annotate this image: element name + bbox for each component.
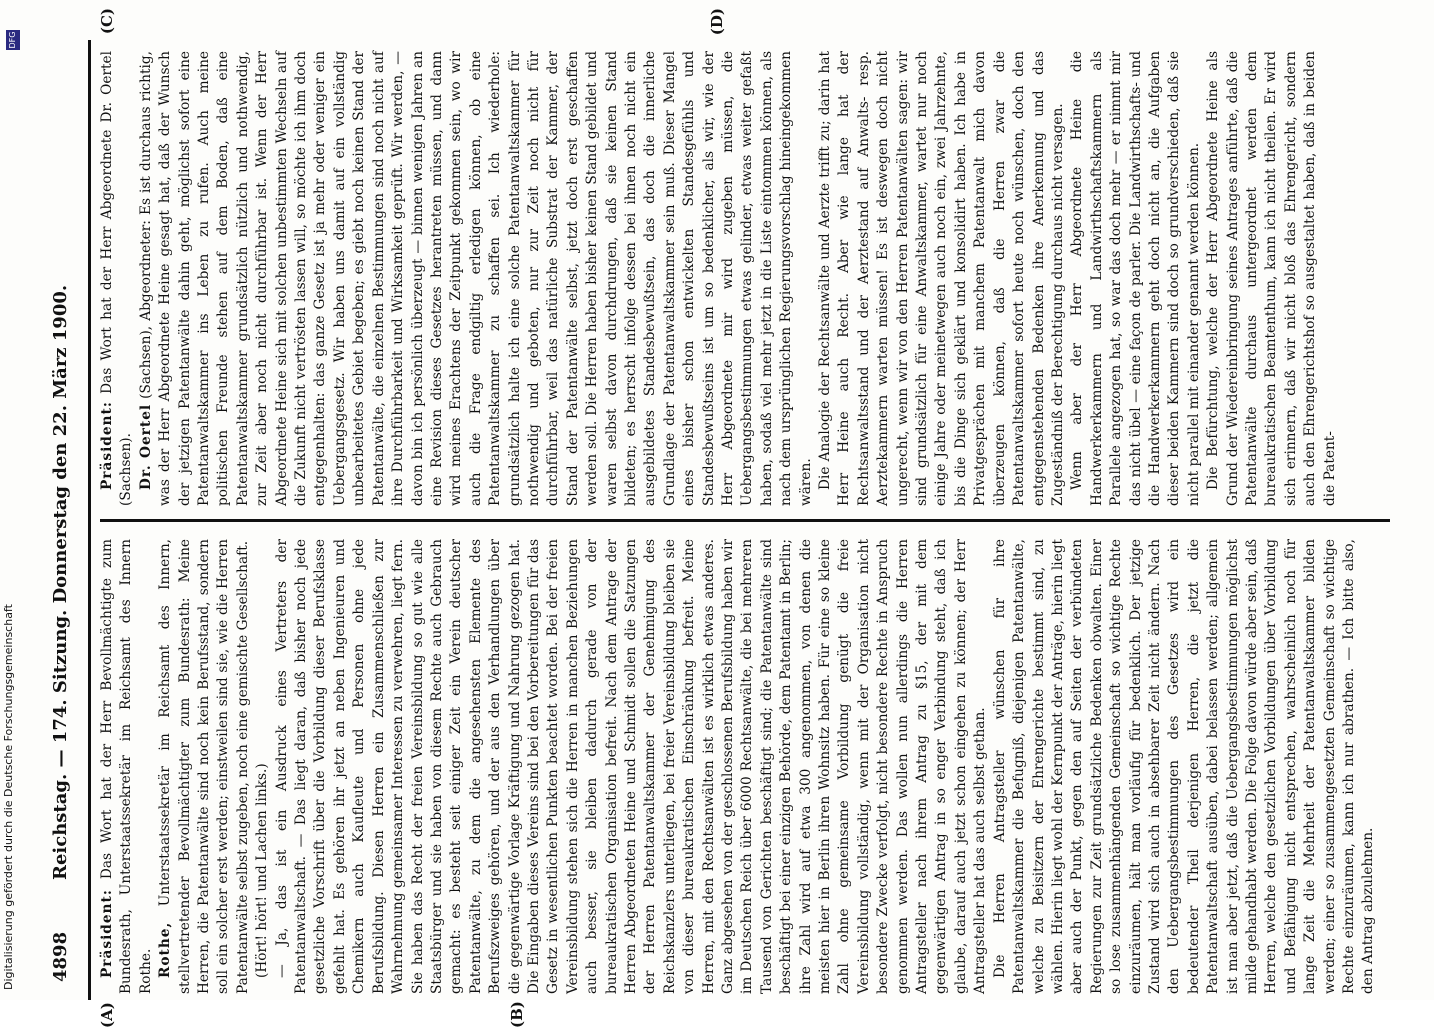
footer-credit-text: Digitalisierung gefördert durch die Deutsche Forschungsgemeinschaft <box>2 604 15 990</box>
column-marker-c: (C) <box>98 8 116 35</box>
paragraph <box>98 51 137 506</box>
rotated-page-content <box>40 8 1410 1028</box>
paragraph-text: Die Befürchtung, welche der Herr Abgeordnete Heine als Grund der Wiedereinbringung seines Antrages anführte, daß die Patentanwälte durchaus untergeordnet werden dem bureaukratischen Beamtenthum, kann ich nicht theilen. Er wird sich erinnern, daß wir nicht bloß das Ehrengericht, sondern auch den Ehrengerichtshof so ausgestaltet haben, daß in beiden die Patent- <box>1205 51 1338 506</box>
paragraph <box>137 51 816 506</box>
paragraph <box>156 539 253 994</box>
paragraph <box>273 539 991 994</box>
speaker-name: Präsident: <box>99 889 115 978</box>
page-header <box>40 40 80 1000</box>
paragraph <box>98 539 156 994</box>
column-marker-d: (D) <box>708 8 726 36</box>
paragraph-text: Die Analogie der Rechtsanwälte und Aerzte trifft zu; darin hat Herr Heine auch Recht. Aber wie lange hat der Rechtsanwaltsstand und der Aerztestand auf Anwalts- resp. Aerztekammern warten müssen! Es ist deswegen doch nicht ungerecht, wenn wir von den Herren Patentanwälten sagen: wir sind grundsätzlich für eine Anwaltskammer, wartet nur noch einige Jahre oder meinetwegen auch noch ein, zwei Jahrzehnte, bis die Dinge sich geklärt und konsolidirt haben. Ich habe in Privatgesprächen mit manchem Patentanwalt mich davon überzeugen können, daß die Herren zwar die Patentanwaltskammer sofort heute noch wünschen, doch den entgegenstehenden Bedenken ihre Anerkennung und das Zugeständniß der Berechtigung durchaus nicht versagen. <box>817 51 1066 506</box>
header-rule <box>88 40 91 1000</box>
speaker-name: Präsident: <box>99 401 115 490</box>
column-divider <box>100 519 1390 522</box>
paragraph-text: — Ja, das ist ein Ausdruck eines Vertreters der Patentanwaltschaft. — Das liegt daran, daß bisher noch jede gesetzliche Vorschrift über die Vorbildung dieser Berufsklasse gefehlt hat. Es gehören ihr jetzt an neben Ingenieuren und Chemikern auch Kaufleute und Personen ohne jede Berufsbildung. Diesen Herren ein Zusammenschließen zur Wahrnehmung gemeinsamer Interessen zu verwehren, liegt fern. Sie haben das Recht der freien Vereinsbildung so gut wie alle Staatsbürger und sie haben von diesem Rechte auch Gebrauch gemacht: es besteht seit einiger Zeit ein Verein deutscher Patentanwälte, zu dem die angesehensten Elemente des Berufszweiges gehören, und der aus den Verhandlungen über die gegenwärtige Vorlage Kräftigung und Nahrung gezogen hat. Die Eingaben dieses Vereins sind bei den Vorbereitungen für das Gesetz in wesentlichen Punkten beachtet worden. Bei der freien Vereinsbildung stehen sich die Herren in manchen Beziehungen auch besser, sie bleiben dadurch gerade von der bureaukratischen Organisation befreit. Nach dem Antrage der Herren Abgeordneten Heine und Schmidt sollen die Satzungen der Herren Patentanwaltskammer der Genehmigung des Reichskanzlers unterliegen, bei freier Vereinsbildung bleiben sie von dieser bureaukratischen Einschränkung befreit. Meine Herren, mit den Rechtsanwälten ist es wirklich etwas anderes. Ganz abgesehen von der geschlossenen Berufsbildung haben wir im Deutschen Reich über 6000 Rechtsanwälte, die bei mehreren Tausend von Gerichten beschäftigt sind; die Patentanwälte sind beschäftigt bei einer einzigen Behörde, dem Patentamt in Berlin; ihre Zahl wird auf etwa 300 angenommen, von denen die meisten hier in Berlin ihren Wohnsitz haben. Für eine so kleine Zahl ohne gemeinsame Vorbildung genügt die freie Vereinsbildung vollständig, wenn mit der Organisation nicht besondere Zwecke verfolgt, nicht besondere Rechte in Anspruch genommen werden. Das wollen nun allerdings die Herren Antragsteller nach ihrem Antrag zu §15, der mit dem gegenwärtigen Antrag in so enger Verbindung steht, daß ich glaube, darauf auch jetzt schon eingehen zu können; der Herr Antragsteller hat das auch selbst gethan. <box>273 539 989 994</box>
column-marker-a: (A) <box>98 1002 116 1028</box>
paragraph <box>816 51 1068 506</box>
paragraph-text: Die Herren Antragsteller wünschen für ihre Patentanwaltskammer die Befugniß, diejenigen Patentanwälte, welche zu Beisitzern der Ehrengerichte bestimmt sind, zu wählen. Hierin liegt wohl der Kernpunkt der Anträge, hierin liegt aber auch der Punkt, gegen den auf Seiten der verbündeten Regierungen zur Zeit grundsätzliche Bedenken obwalten. Einer so lose zusammenhängenden Gemeinschaft so wichtige Rechte einzuräumen, hält man vorläufig für bedenklich. Der jetzige Zustand wird sich auch in absehbarer Zeit nicht ändern. Nach den Uebergangsbestimmungen des Gesetzes wird ein bedeutender Theil derjenigen Herren, die jetzt die Patentanwaltschaft ausüben, dabei belassen werden; allgemein ist man aber jetzt, daß die Uebergangsbestimmungen möglichst milde gehandhabt werden. Die Folge davon würde aber sein, daß Herren, welche den gesetzlichen Vorbildungen über Vorbildung und Befähigung nicht entsprechen, wahrscheinlich noch für lange Zeit die Mehrheit der Patentanwaltskammer bilden werden; einer so zusammengesetzten Gemeinschaft so wichtige Rechte einzuräumen, kann ich nur abrathen. — Ich bitte also, den Antrag abzulehnen. <box>991 539 1377 994</box>
speaker-name: Dr. Oertel <box>137 403 154 490</box>
paragraph <box>991 539 1379 994</box>
dfg-logo: DFG <box>6 30 20 50</box>
page-number: 4898 <box>50 931 71 982</box>
right-column <box>98 51 1398 506</box>
paragraph-text: Unterstaatssekretär im Reichsamt des Innern, stellvertretender Bevollmächtigter zum Bundesrath: Meine Herren, die Patentanwälte sind noch kein Berufsstand, sondern soll ein solcher erst werden; einstweilen sind sie, wie die Herren Patentanwälte selbst zugeben, noch eine gemischte Gesellschaft. <box>157 539 251 994</box>
paragraph-text: Das Wort hat der Herr Abgeordnete Dr. Oertel (Sachsen). <box>99 51 135 506</box>
digitization-footer <box>2 30 26 990</box>
column-marker-b: (B) <box>508 1001 526 1028</box>
paragraph-text: (Sachsen), Abgeordneter: Es ist durchaus richtig, was der Herr Abgeordnete Heine gesagt hat, daß der Wunsch der jetzigen Patentanwälte dahin geht, möglichst sofort eine Patentanwaltskammer ins Leben zu rufen. Auch meine politischen Freunde stehen auf dem Boden, daß eine Patentanwaltskammer grundsätzlich nützlich und nothwendig, zur Zeit aber noch nicht durchführbar ist. Wenn der Herr Abgeordnete Heine sich mit solchen unbestimmten Wechseln auf die Zukunft nicht vertrösten lassen will, so möchte ich ihm doch entgegenhalten: das ganze Gesetz ist ja mehr oder weniger ein Uebergangsgesetz. Wir haben uns damit auf ein vollständig unbearbeitetes Gebiet begeben; es giebt noch keinen Stand der Patentanwälte, die einzelnen Bestimmungen sind noch nicht auf ihre Durchführbarkeit und Wirksamkeit geprüft. Wir werden, — davon bin ich persönlich überzeugt — binnen wenigen Jahren an eine Revision dieses Gesetzes herantreten müssen, und dann wird meines Erachtens der Zeitpunkt gekommen sein, wo wir auch die Frage endgiltig erledigen können, ob eine Patentanwaltskammer zu schaffen sei. Ich wiederhole: grundsätzlich halte ich eine solche Patentanwaltskammer für nothwendig und geboten, nur zur Zeit noch nicht für durchführbar, weil das natürliche Substrat der Kammer, der Stand der Patentanwälte selbst, jetzt doch erst geschaffen werden soll. Die Herren haben bisher keinen Stand gebildet und waren selbst davon durchdrungen, daß sie keinen Stand bildeten; es herrscht infolge dessen bei ihnen noch nicht ein ausgebildetes Standesbewußtsein, das doch die innerliche Grundlage der Patentanwaltskammer sein muß. Dieser Mangel eines bisher schon entwickelten Standesgefühls und Standesbewußtseins ist um so bedenklicher, als wir, wie der Herr Abgeordnete mir wird zugeben müssen, die Uebergangsbestimmungen etwas gelinder, etwas weiter gefaßt haben, sodaß viel mehr jetzt in die Liste eintommen können, als nach dem ursprünglichen Regierungsvorschlag hineingekommen wären. <box>137 51 814 506</box>
paragraph <box>253 539 272 994</box>
paragraph <box>1204 51 1340 506</box>
paragraph <box>1068 51 1204 506</box>
paragraph-text: (Hört! hört! und Lachen links.) <box>254 763 271 978</box>
paragraph-text: Das Wort hat der Herr Bevollmächtigte zum Bundesrath, Unterstaatssekretär im Reichsamt des Innern Rothe. <box>99 539 154 994</box>
running-title: Reichstag. — 174. Sitzung. Donnerstag den 22. März 1900. <box>50 284 71 880</box>
speaker-name: Rothe, <box>157 921 174 978</box>
paragraph-text: Wenn aber der Herr Abgeordnete Heine die Handwerkerkammern und Landwirthschaftskammern als Parallele angezogen hat, so war das doch mehr — er nimmt mir das nicht übel — eine façon de parler. Die Landwirthschafts- und die Handwerkerkammern geht doch nicht an, die Aufgaben dieser beiden Kammern sind doch so grundverschieden, daß sie nicht parallel mit einander genannt werden können. <box>1069 51 1202 506</box>
left-column <box>98 539 1398 994</box>
